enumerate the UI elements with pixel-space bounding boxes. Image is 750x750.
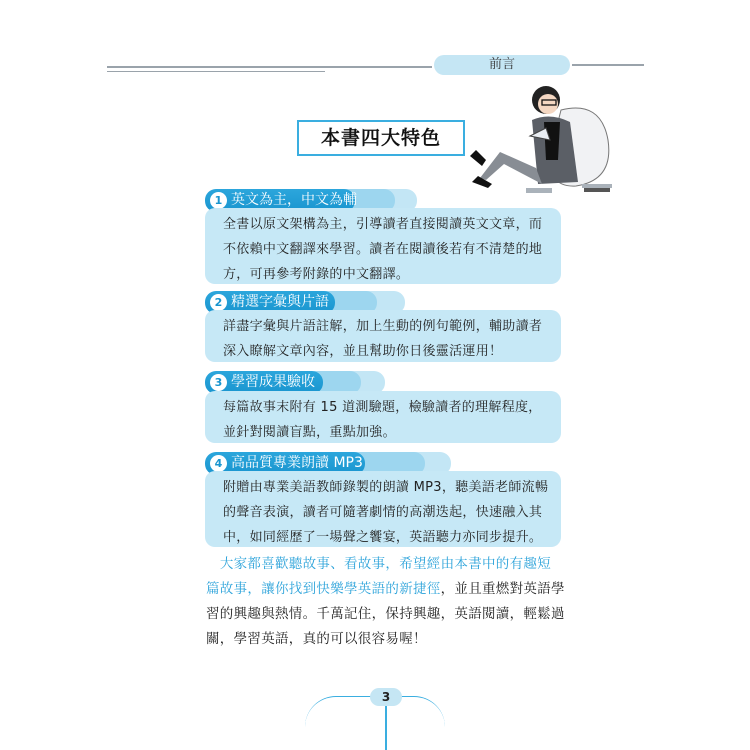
feature-line: 方，可再參考附錄的中文翻譯。	[223, 267, 410, 282]
closing-line-4: 關，學習英語，真的可以很容易喔！	[206, 631, 427, 647]
feature-line: 附贈由專業美語教師錄製的朗讀 MP3，聽美語老師流暢	[223, 480, 549, 495]
feature-number: 1	[210, 192, 227, 209]
feature-line: 中，如同經歷了一場聲之饗宴，英語聽力亦同步提升。	[223, 530, 543, 545]
page-number-rule	[385, 704, 387, 750]
feature-heading: 精選字彙與片語	[231, 294, 329, 310]
feature-4-body	[205, 471, 561, 547]
feature-line: 全書以原文架構為主，引導讀者直接閱讀英文文章，而	[223, 217, 543, 232]
feature-2-body	[205, 310, 561, 362]
closing-line-3: 習的興趣與熱情。千萬記住，保持興趣，英語閱讀，輕鬆過	[206, 606, 565, 622]
feature-number: 3	[210, 374, 227, 391]
section-label: 前言	[434, 55, 570, 75]
closing-text: ，並且重燃對英語學	[440, 581, 565, 597]
closing-line-1	[206, 552, 552, 577]
header-rule-left	[107, 66, 432, 68]
feature-line: 並針對閱讀盲點，重點加強。	[223, 425, 396, 440]
header-rule-left-2	[107, 71, 325, 72]
feature-line: 每篇故事末附有 15 道測驗題，檢驗讀者的理解程度，	[223, 400, 542, 415]
feature-line: 深入瞭解文章內容，並且幫助你日後靈活運用！	[223, 344, 503, 359]
feature-1-body	[205, 208, 561, 284]
closing-highlight: 篇故事，讓你找到快樂學英語的新捷徑	[206, 581, 441, 597]
feature-line: 不依賴中文翻譯來學習。讀者在閱讀後若有不清楚的地	[223, 242, 543, 257]
closing-highlight: 大家都喜歡聽故事、看故事，希望經由本書中的有趣短	[219, 556, 552, 572]
header-rule-right	[572, 64, 644, 66]
reading-woman-illustration	[466, 80, 616, 198]
feature-line: 詳盡字彙與片語註解，加上生動的例句範例，輔助讀者	[223, 319, 543, 334]
page-title: 本書四大特色	[297, 120, 465, 156]
feature-heading: 高品質專業朗讀 MP3	[231, 455, 363, 471]
feature-number: 4	[210, 455, 227, 472]
page-number: 3	[370, 688, 402, 706]
feature-3-body	[205, 391, 561, 443]
feature-heading: 英文為主，中文為輔	[231, 192, 357, 208]
feature-number: 2	[210, 294, 227, 311]
closing-line-2	[206, 577, 565, 602]
feature-heading: 學習成果驗收	[231, 374, 315, 390]
feature-line: 的聲音表演，讀者可隨著劇情的高潮迭起，快速融入其	[223, 505, 543, 520]
closing-paragraph	[206, 552, 565, 652]
